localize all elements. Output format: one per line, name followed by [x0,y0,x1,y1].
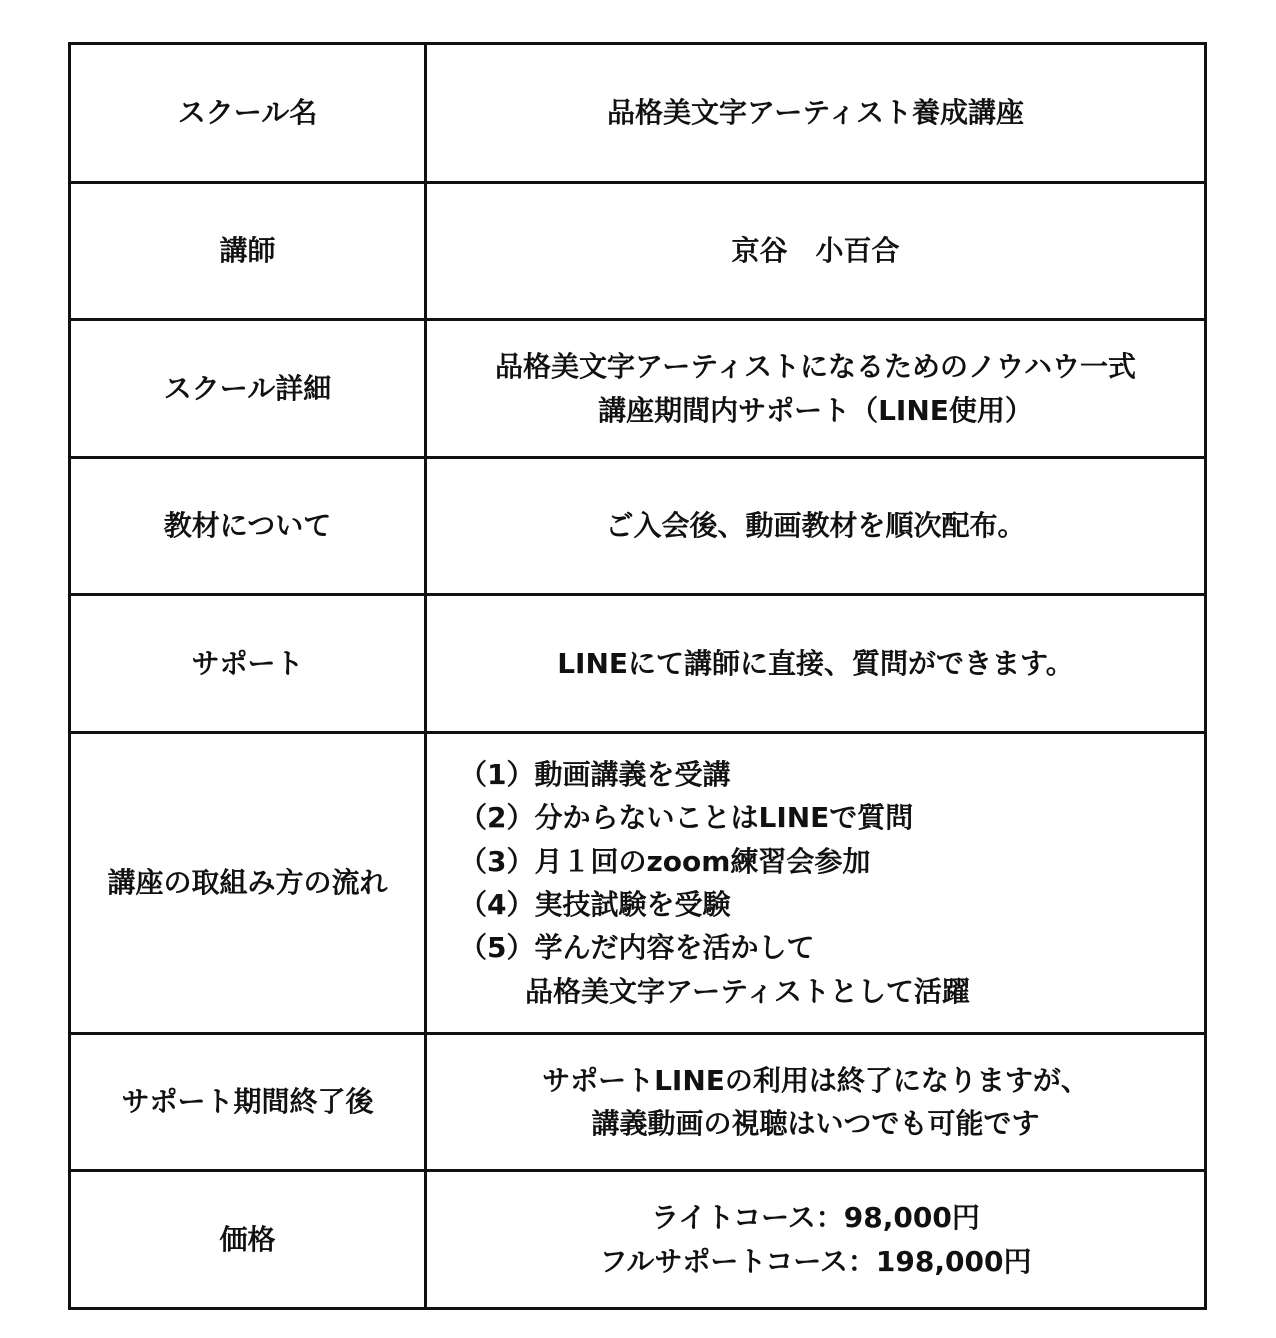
table-row-school-details [70,320,1206,458]
course-flow-step-1: （1）動画講義を受講 [459,757,731,791]
school-name-text: 品格美文字アーティスト養成講座 [607,96,1024,130]
school-details-line-2: 講座期間内サポート（LINE使用） [598,393,1033,427]
value-instructor [426,183,1206,320]
value-course-flow [426,733,1206,1034]
label-school-name: スクール名 [70,44,426,183]
table-row-course-flow [70,733,1206,1034]
value-materials [426,458,1206,595]
course-flow-step-4: （4）実技試験を受験 [459,888,731,921]
school-details-line-1: 品格美文字アーティストになるためのノウハウ一式 [495,350,1136,384]
label-after-support: サポート期間終了後 [70,1034,426,1171]
course-info-table [68,42,1207,1310]
label-instructor: 講師 [70,183,426,320]
instructor-name-text: 京谷 小百合 [731,234,900,268]
table-row-after-support [70,1034,1206,1171]
value-price [426,1171,1206,1309]
table-row-support [70,595,1206,733]
course-flow-step-5-continued: 品格美文字アーティストとして活躍 [525,974,970,1008]
after-support-line-1: サポートLINEの利用は終了になりますが、 [542,1063,1089,1097]
price-full-support-course: フルサポートコース：198,000円 [599,1244,1032,1278]
table-row-materials [70,458,1206,595]
value-support [426,595,1206,733]
support-text: LINEにて講師に直接、質問ができます。 [557,646,1074,680]
table-row-school-name [70,44,1206,183]
course-flow-step-5: （5）学んだ内容を活かして [459,931,815,965]
course-flow-step-2: （2）分からないことはLINEで質問 [459,801,914,835]
label-school-details: スクール詳細 [70,320,426,458]
course-flow-step-3: （3）月１回のzoom練習会参加 [459,844,871,878]
table-row-price [70,1171,1206,1309]
table-row-instructor [70,183,1206,320]
label-materials: 教材について [70,458,426,595]
value-school-details [426,320,1206,458]
value-after-support [426,1034,1206,1171]
label-course-flow: 講座の取組み方の流れ [70,733,426,1034]
price-light-course: ライトコース：98,000円 [651,1201,980,1235]
label-support: サポート [70,595,426,733]
value-school-name [426,44,1206,183]
materials-text: ご入会後、動画教材を順次配布。 [605,509,1026,543]
after-support-line-2: 講義動画の視聴はいつでも可能です [591,1107,1040,1140]
course-info-table-wrapper [68,42,1207,1310]
label-price: 価格 [70,1171,426,1309]
